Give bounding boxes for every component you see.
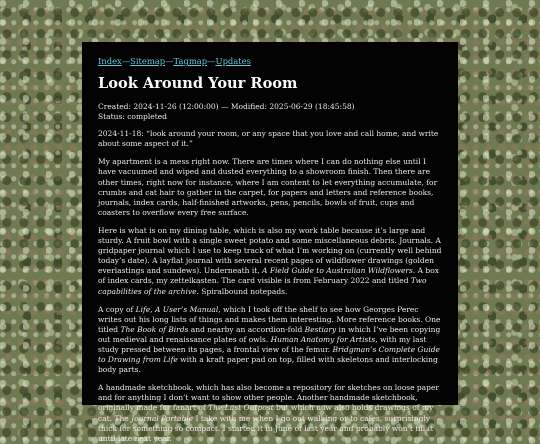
text-run: Spiralbound notepads. <box>198 286 288 296</box>
sketchbook-paragraph <box>98 383 442 444</box>
nav-link-sitemap[interactable]: Sitemap <box>130 56 166 66</box>
text-run: A copy of <box>98 304 136 314</box>
text-run: Here is what is on my dining table, which is also my work table because it’s large and sturdy. A fruit bowl with a single sweet potato and some miscellaneous debris. Journals. A gridpaper journal which I use to keep track of what I’m working on (currently well behind today’s date). A layflat journal with several recent pages of wildflower drawings (golden everlastings and sundews). Underneath it, <box>98 225 442 276</box>
card-title: Two capabilities of the archive. <box>98 276 427 296</box>
book-title: Human Anatomy for Artists <box>270 334 376 344</box>
text-run: and nearby an accordion-fold <box>188 324 305 334</box>
text-run: with a kraft paper pad on top, filled with skeletons and interlocking body parts. <box>98 355 438 375</box>
journal-title: Journal Portable <box>131 413 194 423</box>
text-run: A handmade sketchbook, which has also become a repository for sketches on loose paper and for anything I don’t want to show other people. Another handmade sketchbook, originally made for fanart of <box>98 383 439 413</box>
prompt-paragraph: 2024-11-18: “look around your room, or any space that you love and call home, and write about some aspect of it.” <box>98 129 439 149</box>
nav-link-updates[interactable]: Updates <box>215 56 251 66</box>
work-title: The Last Outpost <box>208 403 274 413</box>
nav-separator: — <box>207 56 216 66</box>
text-run: I take with me when I go out walking or to cafes, surprisingly thick for something so compact. I started it in June of last year and probably won’t fill it until late next year. <box>98 413 433 443</box>
site-nav <box>98 55 442 67</box>
page-title: Look Around Your Room <box>98 75 298 92</box>
dining-table-paragraph <box>98 226 442 297</box>
page-metadata <box>98 102 442 122</box>
text-run: in which I’ve been copying out medieval and renaissance plates of owls. <box>98 324 441 344</box>
nav-separator: — <box>121 56 131 66</box>
book-title: Bridgman’s Complete Guide to Drawing from Life <box>98 344 440 365</box>
nav-link-index[interactable]: Index <box>98 56 122 66</box>
book-title: The Book of Birds <box>120 324 189 334</box>
status-line: Status: completed <box>98 112 167 122</box>
book-title: Life, A User’s Manual, <box>135 304 221 314</box>
text-run: which I took off the shelf to see how Georges Perec writes out his long lists of things and makes them interesting. More reference books. One titled <box>98 304 441 334</box>
text-run: but which now also holds drawings of my cat. The <box>98 403 434 423</box>
text-run: , with my last study pressed between its pages, a frontal view of the femur. <box>98 334 427 354</box>
nav-separator: — <box>165 56 174 66</box>
book-title: Bestiary <box>304 324 337 334</box>
book-title: A Field Guide to Australian Wildflowers <box>262 266 413 276</box>
content-panel <box>82 42 458 443</box>
reference-books-paragraph <box>98 305 442 376</box>
apartment-paragraph: My apartment is a mess right now. There are times where I can do nothing else until I have vacuumed and wiped and dusted everything to a showroom finish. Then there are other times, right now for instance, where I am content to let everything accumulate, for crumbs and cat hair to gather in the carpet, for papers and letters and reference books, journals, index cards, half-finished artworks, pens, pencils, bowls of fruit, cups and coasters to overflow every free surface. <box>98 157 438 217</box>
nav-link-tagmap[interactable]: Tagmap <box>173 56 208 66</box>
created-modified-line: Created: 2024-11-26 (12:00:00) — Modified: 2025-06-29 (18:45:58) <box>98 102 355 111</box>
text-run: . A box of index cards, my zettelkasten. The card visible is from February 2022 and titled <box>98 266 439 286</box>
